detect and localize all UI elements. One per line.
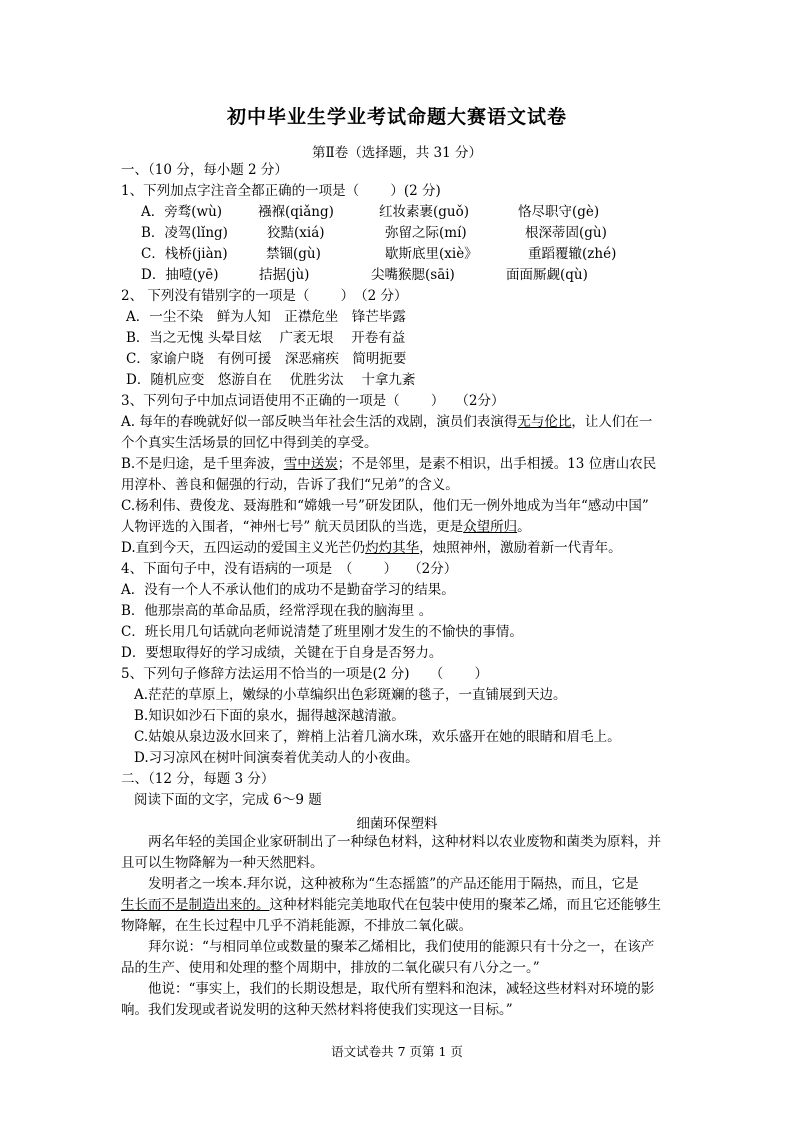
question-2-stem: 2、 下列没有错别字的一项是（ ） （2 分） [121,288,408,304]
question-3-stem: 3、下列句子中加点词语使用不正确的一项是（ ） （2分） [121,393,505,409]
q2-option-a: A．一尘不染 鲜为人知 正襟危坐 锋芒毕露 [126,309,406,325]
q3-b-text-2: ；不是邻里，是素不相识，出手相援。13 位唐山农民 [337,456,657,472]
question-4-stem: 4、下面句子中，没有语病的一项是 （ ） （2分） [121,561,458,577]
passage-p1-line2: 且可以生物降解为一种天然肥料。 [121,855,324,871]
passage-p3-line2: 品的生产、使用和处理的整个周期中，排放的二氧化碳只有八分之一。” [121,960,540,976]
section-subtitle: 第Ⅱ卷（选择题，共 31 分） [312,145,482,161]
passage-p2-line2-rest: 这种材料能完美地取代在包装中使用的聚苯乙烯，而且它还能够生 [269,897,661,913]
q1-option-c-1: C．栈桥(jiàn) [141,246,228,262]
q1-option-c-4: 重蹈覆辙(zhé) [528,246,617,262]
q3-option-d [121,539,622,557]
q5-option-c: C.姑娘从泉边汲水回来了，辫梢上沾着几滴水珠，欢乐盛开在她的眼睛和眉毛上。 [134,729,621,745]
q1-option-b-1: B．凌驾(lǐng) [141,225,228,241]
q4-option-b: B．他那崇高的革命品质，经常浮现在我的脑海里 。 [121,603,433,619]
q1-option-a-2: 襁褓(qiǎng) [258,204,334,220]
passage-p2-line3: 物降解，在生长过程中几乎不消耗能源，不排放二氧化碳。 [121,918,472,934]
passage-p1-line1: 两名年轻的美国企业家研制出了一种绿色材料，这种材料以农业废物和菌类为原料，并 [148,834,661,850]
q3-option-c: C.杨利伟、费俊龙、聂海胜和“嫦娥一号”研发团队，他们无一例外地成为当年“感动中国” [121,498,649,514]
q3-option-b [121,455,656,473]
q3-option-b-cont: 用淳朴、善良和倔强的行动，告诉了我们“兄弟”的含义。 [121,477,459,493]
q4-option-a: A．没有一个人不承认他们的成功不是勤奋学习的结果。 [121,582,455,598]
q1-option-a-3: 红妆素裹(guǒ) [379,204,469,220]
passage-underlined-sentence: 生长而不是制造出来的。 [121,897,270,913]
q3-a-underlined: 无与伦比 [517,414,572,430]
q3-option-a-cont: 个个真实生活场景的回忆中得到美的享受。 [121,435,378,451]
q1-option-c-3: 歇斯底里(xiè》 [385,246,478,262]
q1-option-d-1: D．抽噎(yē) [141,267,219,283]
question-5-stem: 5、下列句子修辞方法运用不恰当的一项是(2 分) （ ） [121,666,489,682]
q3-a-text-1: A. 每年的春晚就好似一部反映当年社会生活的戏剧，演员们表演得 [121,414,518,430]
q3-option-a [121,413,652,431]
reading-instruction: 阅读下面的文字，完成 6～9 题 [134,792,322,808]
q3-c-text-2: 人物评选的入围者，“神州七号” 航天员团队的当选，更是 [121,519,464,535]
page-footer: 语文试卷共 7 页第 1 页 [331,1044,463,1059]
q3-d-text-1: D.直到今天，五四运动的爱国主义光芒仍 [121,540,366,556]
question-1-stem: 1、下列加点字注音全都正确的一项是（ ）(2 分) [121,183,441,199]
q3-option-c-cont [121,518,531,536]
passage-p2-line2 [121,896,661,914]
q1-option-d-4: 面面厮觑(qù) [506,267,588,283]
q1-option-d-2: 拮据(jù) [259,267,310,283]
q2-option-c: C．家谕户晓 有例可援 深恶痛疾 简明扼要 [126,351,407,367]
q5-option-d: D.习习凉风在树叶间演奏着优美动人的小夜曲。 [134,750,419,766]
q1-option-c-2: 禁锢(gù) [266,246,321,262]
q1-option-a-1: A．旁骛(wù) [141,204,223,220]
q3-c-text-3: 。 [517,519,531,535]
passage-p2-line1: 发明者之一埃本.拜尔说，这种被称为“生态摇篮”的产品还能用于隔热，而且，它是 [148,876,639,892]
passage-p4-line2: 响。我们发现或者说发明的这种天然材料将使我们实现这一目标。” [121,1002,513,1018]
q3-b-text-1: B.不是归途，是千里奔波， [121,456,284,472]
q4-option-c: C．班长用几句话就向老师说清楚了班里刚才发生的不愉快的事情。 [121,624,523,640]
q1-option-a-4: 恪尽职守(gè) [518,204,600,220]
q3-b-underlined: 雪中送炭 [283,456,338,472]
q1-option-d-3: 尖嘴猴腮(sāi) [371,267,455,283]
q1-option-b-3: 弥留之际(mí) [385,225,467,241]
passage-p4-line1: 他说：“事实上，我们的长期设想是，取代所有塑料和泡沫，减轻这些材料对环境的影 [148,981,655,997]
passage-p3-line1: 拜尔说：“与相同单位或数量的聚苯乙烯相比，我们使用的能源只有十分之一，在该产 [148,939,655,955]
q2-option-b: B．当之无愧 头晕目炫 广袤无垠 开卷有益 [126,330,406,346]
q5-option-a: A.茫茫的草原上，嫩绿的小草编织出色彩斑斓的毯子，一直铺展到天边。 [134,687,567,703]
q2-option-d: D．随机应变 悠游自在 优胜劣汰 十拿九紊 [126,372,416,388]
q4-option-d: D．要想取得好的学习成绩，关键在于自身是否努力。 [121,645,443,661]
passage-title: 细菌环保塑料 [356,816,438,832]
q3-d-text-2: ，烛照神州，激励着新一代青年。 [419,540,622,556]
section-1-header: 一、（10 分，每小题 2 分） [121,162,288,178]
q1-option-b-2: 狡黠(xiá) [267,225,325,241]
q5-option-b: B.知识如沙石下面的泉水，掘得越深越清澈。 [134,708,405,724]
q3-a-text-2: ，让人们在一 [571,414,653,430]
q3-d-underlined: 灼灼其华 [365,540,420,556]
page-title: 初中毕业生学业考试命题大赛语文试卷 [226,106,567,128]
q3-c-underlined: 众望所归 [463,519,518,535]
q1-option-b-4: 根深蒂固(gù) [525,225,607,241]
section-2-header: 二、（12 分，每题 3 分） [121,771,275,787]
